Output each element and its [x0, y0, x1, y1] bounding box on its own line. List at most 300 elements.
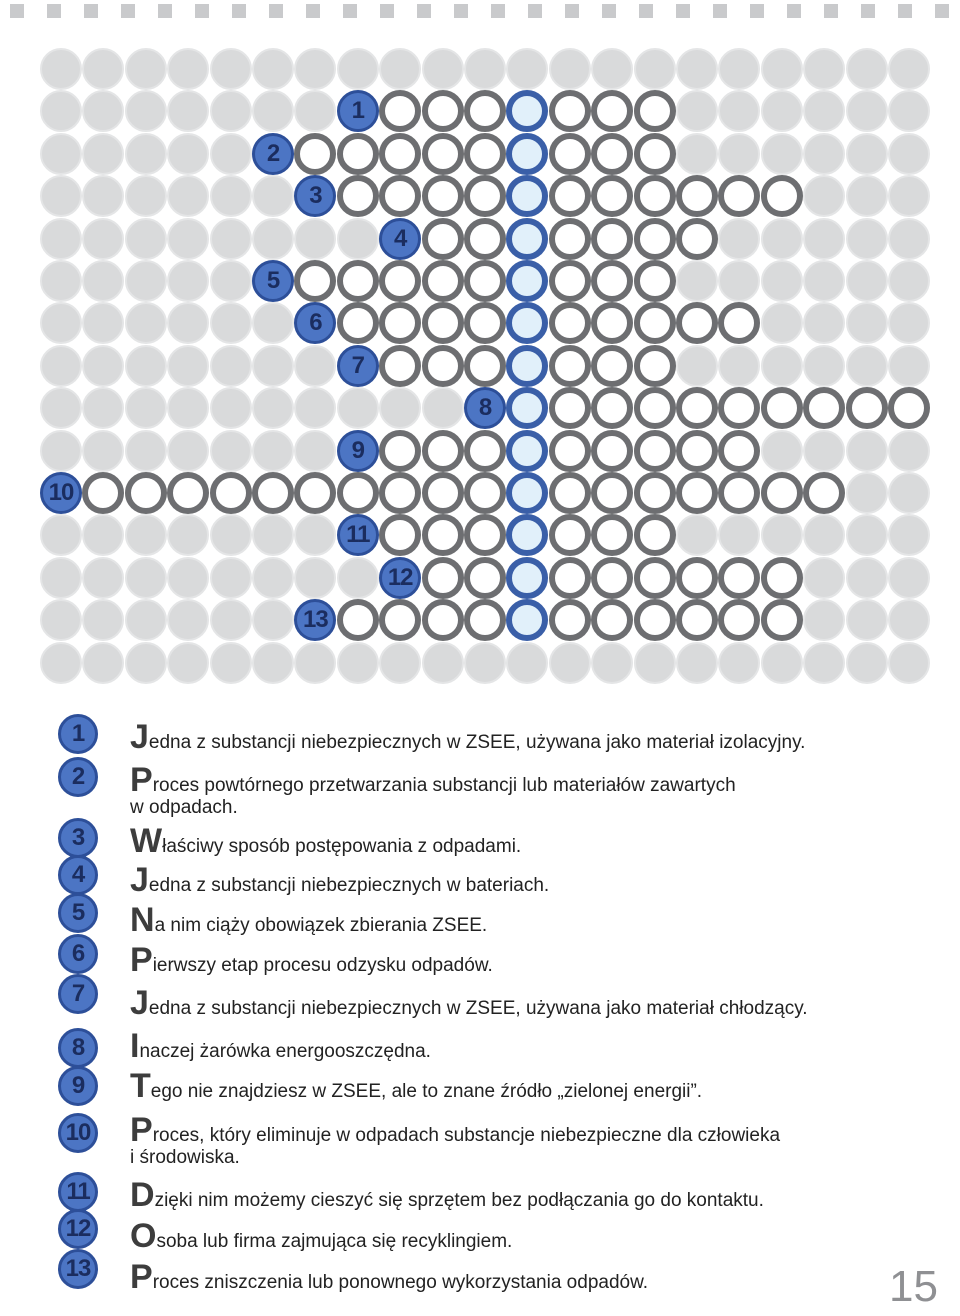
background-dot	[803, 48, 845, 90]
background-dot	[167, 260, 209, 302]
background-dot	[125, 133, 167, 175]
answer-cell[interactable]	[718, 175, 760, 217]
background-dot	[40, 599, 82, 641]
grid-number-badge: 1	[337, 90, 379, 132]
answer-cell[interactable]	[634, 387, 676, 429]
answer-cell[interactable]	[676, 302, 718, 344]
clue-number-9: 9	[58, 1066, 98, 1106]
background-dot	[718, 260, 760, 302]
answer-cell[interactable]	[761, 175, 803, 217]
background-dot	[846, 48, 888, 90]
answer-cell[interactable]	[634, 302, 676, 344]
background-dot	[40, 345, 82, 387]
background-dot	[676, 133, 718, 175]
answer-cell[interactable]	[379, 430, 421, 472]
background-dot	[40, 514, 82, 556]
background-dot	[761, 302, 803, 344]
answer-cell[interactable]	[591, 90, 633, 132]
background-dot	[846, 599, 888, 641]
background-dot	[846, 133, 888, 175]
background-dot	[125, 514, 167, 556]
background-dot	[422, 387, 464, 429]
background-dot	[888, 260, 930, 302]
background-dot	[125, 48, 167, 90]
answer-cell[interactable]	[379, 133, 421, 175]
answer-cell[interactable]	[888, 387, 930, 429]
answer-cell[interactable]	[379, 599, 421, 641]
background-dot	[167, 430, 209, 472]
background-dot	[549, 48, 591, 90]
answer-cell[interactable]	[591, 430, 633, 472]
background-dot	[82, 387, 124, 429]
answer-cell[interactable]	[294, 133, 336, 175]
background-dot	[210, 260, 252, 302]
background-dot	[761, 133, 803, 175]
background-dot	[888, 133, 930, 175]
background-dot	[337, 642, 379, 684]
background-dot	[591, 48, 633, 90]
grid-number-badge: 8	[464, 387, 506, 429]
background-dot	[167, 133, 209, 175]
answer-cell[interactable]	[761, 472, 803, 514]
background-dot	[676, 90, 718, 132]
background-dot	[761, 218, 803, 260]
answer-cell[interactable]	[761, 599, 803, 641]
background-dot	[676, 345, 718, 387]
answer-cell[interactable]	[337, 599, 379, 641]
answer-cell[interactable]	[591, 302, 633, 344]
answer-cell[interactable]	[549, 599, 591, 641]
background-dot	[125, 175, 167, 217]
grid-number-badge: 2	[252, 133, 294, 175]
background-dot	[125, 557, 167, 599]
answer-cell[interactable]	[634, 514, 676, 556]
answer-cell[interactable]	[634, 599, 676, 641]
background-dot	[803, 345, 845, 387]
background-dot	[40, 642, 82, 684]
background-dot	[210, 514, 252, 556]
background-dot	[337, 557, 379, 599]
answer-cell[interactable]	[464, 345, 506, 387]
background-dot	[888, 175, 930, 217]
clue-number-1: 1	[58, 714, 98, 754]
answer-cell[interactable]	[676, 175, 718, 217]
background-dot	[252, 218, 294, 260]
background-dot	[803, 642, 845, 684]
clue-text-6: Pierwszy etap procesu odzysku odpadów.	[130, 941, 493, 979]
background-dot	[761, 345, 803, 387]
background-dot	[718, 48, 760, 90]
answer-cell[interactable]	[549, 218, 591, 260]
answer-cell[interactable]	[591, 387, 633, 429]
answer-cell[interactable]	[422, 302, 464, 344]
background-dot	[210, 133, 252, 175]
background-dot	[167, 48, 209, 90]
answer-cell[interactable]	[379, 260, 421, 302]
background-dot	[379, 48, 421, 90]
answer-cell[interactable]	[337, 260, 379, 302]
background-dot	[718, 642, 760, 684]
background-dot	[210, 175, 252, 217]
answer-cell[interactable]	[549, 90, 591, 132]
answer-cell[interactable]	[591, 133, 633, 175]
answer-cell[interactable]	[379, 175, 421, 217]
background-dot	[40, 175, 82, 217]
answer-cell[interactable]	[422, 472, 464, 514]
background-dot	[82, 345, 124, 387]
answer-cell[interactable]	[718, 302, 760, 344]
answer-cell[interactable]	[82, 472, 124, 514]
answer-cell[interactable]	[422, 90, 464, 132]
background-dot	[40, 387, 82, 429]
answer-cell[interactable]	[549, 302, 591, 344]
key-letter-cell[interactable]	[506, 514, 548, 556]
background-dot	[803, 260, 845, 302]
background-dot	[718, 514, 760, 556]
answer-cell[interactable]	[634, 133, 676, 175]
answer-cell[interactable]	[591, 514, 633, 556]
background-dot	[252, 430, 294, 472]
answer-cell[interactable]	[634, 90, 676, 132]
clue-number-3: 3	[58, 818, 98, 858]
background-dot	[82, 302, 124, 344]
answer-cell[interactable]	[676, 218, 718, 260]
answer-cell[interactable]	[422, 430, 464, 472]
answer-cell[interactable]	[803, 387, 845, 429]
background-dot	[803, 175, 845, 217]
answer-cell[interactable]	[549, 133, 591, 175]
answer-cell[interactable]	[549, 260, 591, 302]
answer-cell[interactable]	[337, 175, 379, 217]
background-dot	[40, 48, 82, 90]
background-dot	[846, 642, 888, 684]
answer-cell[interactable]	[676, 387, 718, 429]
background-dot	[82, 514, 124, 556]
key-letter-cell[interactable]	[506, 557, 548, 599]
clue-text-12: Osoba lub firma zajmująca się recyklingiem.	[130, 1217, 513, 1255]
background-dot	[422, 642, 464, 684]
answer-cell[interactable]	[676, 472, 718, 514]
clue-number-12: 12	[58, 1209, 98, 1249]
background-dot	[125, 90, 167, 132]
background-dot	[846, 175, 888, 217]
background-dot	[294, 514, 336, 556]
background-dot	[167, 90, 209, 132]
clue-text-7: Jedna z substancji niebezpiecznych w ZSEE, używana jako materiał chłodzący.	[130, 984, 808, 1022]
answer-cell[interactable]	[252, 472, 294, 514]
key-letter-cell[interactable]	[506, 345, 548, 387]
background-dot	[803, 218, 845, 260]
background-dot	[125, 387, 167, 429]
answer-cell[interactable]	[634, 472, 676, 514]
answer-cell[interactable]	[422, 345, 464, 387]
answer-cell[interactable]	[591, 345, 633, 387]
key-letter-cell[interactable]	[506, 260, 548, 302]
clue-number-4: 4	[58, 855, 98, 895]
answer-cell[interactable]	[210, 472, 252, 514]
background-dot	[82, 599, 124, 641]
clue-number-11: 11	[58, 1172, 98, 1212]
grid-number-badge: 12	[379, 557, 421, 599]
background-dot	[294, 90, 336, 132]
background-dot	[210, 48, 252, 90]
background-dot	[676, 642, 718, 684]
background-dot	[82, 642, 124, 684]
answer-cell[interactable]	[718, 599, 760, 641]
answer-cell[interactable]	[549, 430, 591, 472]
background-dot	[676, 514, 718, 556]
background-dot	[506, 642, 548, 684]
background-dot	[82, 48, 124, 90]
background-dot	[167, 514, 209, 556]
background-dot	[337, 218, 379, 260]
grid-number-badge: 13	[294, 599, 336, 641]
grid-number-badge: 3	[294, 175, 336, 217]
answer-cell[interactable]	[549, 472, 591, 514]
background-dot	[591, 642, 633, 684]
background-dot	[40, 260, 82, 302]
background-dot	[803, 557, 845, 599]
answer-cell[interactable]	[379, 514, 421, 556]
background-dot	[210, 430, 252, 472]
answer-cell[interactable]	[337, 472, 379, 514]
clue-number-8: 8	[58, 1028, 98, 1068]
background-dot	[379, 642, 421, 684]
answer-cell[interactable]	[464, 90, 506, 132]
answer-cell[interactable]	[379, 345, 421, 387]
background-dot	[294, 218, 336, 260]
key-letter-cell[interactable]	[506, 218, 548, 260]
background-dot	[167, 599, 209, 641]
answer-cell[interactable]	[634, 557, 676, 599]
background-dot	[803, 514, 845, 556]
answer-cell[interactable]	[676, 557, 718, 599]
clue-text-10: Proces, który eliminuje w odpadach substancje niebezpieczne dla człowieka i środowiska.	[130, 1111, 781, 1168]
background-dot	[422, 48, 464, 90]
background-dot	[337, 48, 379, 90]
background-dot	[379, 387, 421, 429]
background-dot	[846, 260, 888, 302]
answer-cell[interactable]	[634, 260, 676, 302]
background-dot	[294, 345, 336, 387]
key-letter-cell[interactable]	[506, 430, 548, 472]
answer-cell[interactable]	[634, 218, 676, 260]
answer-cell[interactable]	[464, 514, 506, 556]
background-dot	[210, 387, 252, 429]
answer-cell[interactable]	[676, 430, 718, 472]
background-dot	[846, 514, 888, 556]
grid-number-badge: 7	[337, 345, 379, 387]
answer-cell[interactable]	[591, 218, 633, 260]
answer-cell[interactable]	[591, 175, 633, 217]
answer-cell[interactable]	[676, 599, 718, 641]
answer-cell[interactable]	[464, 557, 506, 599]
background-dot	[718, 133, 760, 175]
answer-cell[interactable]	[464, 175, 506, 217]
answer-cell[interactable]	[761, 557, 803, 599]
background-dot	[210, 345, 252, 387]
background-dot	[40, 90, 82, 132]
background-dot	[803, 302, 845, 344]
grid-number-badge: 5	[252, 260, 294, 302]
clue-number-2: 2	[58, 757, 98, 797]
answer-cell[interactable]	[379, 90, 421, 132]
answer-cell[interactable]	[464, 472, 506, 514]
grid-number-badge: 11	[337, 514, 379, 556]
answer-cell[interactable]	[464, 218, 506, 260]
background-dot	[846, 90, 888, 132]
background-dot	[337, 387, 379, 429]
background-dot	[803, 90, 845, 132]
clue-text-4: Jedna z substancji niebezpiecznych w bateriach.	[130, 861, 550, 899]
background-dot	[125, 260, 167, 302]
background-dot	[634, 642, 676, 684]
answer-cell[interactable]	[634, 430, 676, 472]
background-dot	[888, 514, 930, 556]
background-dot	[761, 260, 803, 302]
answer-cell[interactable]	[464, 599, 506, 641]
answer-cell[interactable]	[422, 514, 464, 556]
key-letter-cell[interactable]	[506, 387, 548, 429]
key-letter-cell[interactable]	[506, 90, 548, 132]
background-dot	[82, 133, 124, 175]
answer-cell[interactable]	[549, 345, 591, 387]
background-dot	[506, 48, 548, 90]
answer-cell[interactable]	[337, 133, 379, 175]
background-dot	[888, 48, 930, 90]
answer-cell[interactable]	[846, 387, 888, 429]
answer-cell[interactable]	[422, 599, 464, 641]
answer-cell[interactable]	[464, 133, 506, 175]
clue-text-9: Tego nie znajdziesz w ZSEE, ale to znane źródło „zielonej energii”.	[130, 1067, 703, 1105]
background-dot	[125, 430, 167, 472]
background-dot	[846, 430, 888, 472]
background-dot	[210, 90, 252, 132]
background-dot	[761, 642, 803, 684]
answer-cell[interactable]	[549, 514, 591, 556]
answer-cell[interactable]	[718, 430, 760, 472]
answer-cell[interactable]	[294, 472, 336, 514]
key-letter-cell[interactable]	[506, 302, 548, 344]
background-dot	[294, 387, 336, 429]
background-dot	[252, 302, 294, 344]
background-dot	[167, 345, 209, 387]
background-dot	[167, 302, 209, 344]
background-dot	[40, 557, 82, 599]
answer-cell[interactable]	[549, 387, 591, 429]
background-dot	[846, 218, 888, 260]
clue-number-6: 6	[58, 934, 98, 974]
answer-cell[interactable]	[379, 472, 421, 514]
grid-number-badge: 9	[337, 430, 379, 472]
background-dot	[888, 90, 930, 132]
background-dot	[167, 218, 209, 260]
background-dot	[40, 430, 82, 472]
background-dot	[167, 175, 209, 217]
answer-cell[interactable]	[634, 345, 676, 387]
background-dot	[252, 175, 294, 217]
clue-text-1: Jedna z substancji niebezpiecznych w ZSEE, używana jako materiał izolacyjny.	[130, 718, 806, 756]
background-dot	[888, 430, 930, 472]
background-dot	[294, 48, 336, 90]
answer-cell[interactable]	[167, 472, 209, 514]
background-dot	[252, 387, 294, 429]
answer-cell[interactable]	[718, 472, 760, 514]
background-dot	[210, 557, 252, 599]
background-dot	[294, 557, 336, 599]
background-dot	[888, 599, 930, 641]
background-dot	[40, 302, 82, 344]
answer-cell[interactable]	[337, 302, 379, 344]
answer-cell[interactable]	[125, 472, 167, 514]
clue-text-3: Właściwy sposób postępowania z odpadami.	[130, 822, 522, 860]
answer-cell[interactable]	[422, 260, 464, 302]
background-dot	[125, 302, 167, 344]
background-dot	[718, 345, 760, 387]
answer-cell[interactable]	[549, 175, 591, 217]
answer-cell[interactable]	[718, 557, 760, 599]
background-dot	[294, 430, 336, 472]
answer-cell[interactable]	[591, 472, 633, 514]
answer-cell[interactable]	[591, 599, 633, 641]
background-dot	[210, 642, 252, 684]
answer-cell[interactable]	[761, 387, 803, 429]
background-dot	[718, 90, 760, 132]
answer-cell[interactable]	[718, 387, 760, 429]
background-dot	[676, 260, 718, 302]
answer-cell[interactable]	[379, 302, 421, 344]
answer-cell[interactable]	[464, 260, 506, 302]
background-dot	[125, 642, 167, 684]
background-dot	[888, 345, 930, 387]
key-letter-cell[interactable]	[506, 133, 548, 175]
answer-cell[interactable]	[294, 260, 336, 302]
background-dot	[803, 133, 845, 175]
background-dot	[846, 557, 888, 599]
answer-cell[interactable]	[803, 472, 845, 514]
background-dot	[718, 218, 760, 260]
background-dot	[167, 642, 209, 684]
background-dot	[167, 557, 209, 599]
clue-number-13: 13	[58, 1249, 98, 1289]
background-dot	[40, 218, 82, 260]
background-dot	[82, 557, 124, 599]
answer-cell[interactable]	[591, 260, 633, 302]
background-dot	[40, 133, 82, 175]
key-letter-cell[interactable]	[506, 599, 548, 641]
answer-cell[interactable]	[591, 557, 633, 599]
answer-cell[interactable]	[422, 175, 464, 217]
clue-text-11: Dzięki nim możemy cieszyć się sprzętem bez podłączania go do kontaktu.	[130, 1176, 764, 1214]
background-dot	[761, 514, 803, 556]
answer-cell[interactable]	[422, 218, 464, 260]
answer-cell[interactable]	[464, 430, 506, 472]
answer-cell[interactable]	[634, 175, 676, 217]
answer-cell[interactable]	[422, 557, 464, 599]
background-dot	[82, 175, 124, 217]
key-letter-cell[interactable]	[506, 472, 548, 514]
background-dot	[549, 642, 591, 684]
answer-cell[interactable]	[422, 133, 464, 175]
answer-cell[interactable]	[464, 302, 506, 344]
clue-text-2: Proces powtórnego przetwarzania substancji lub materiałów zawartych w odpadach.	[130, 761, 736, 818]
grid-number-badge: 10	[40, 472, 82, 514]
answer-cell[interactable]	[549, 557, 591, 599]
key-letter-cell[interactable]	[506, 175, 548, 217]
background-dot	[761, 90, 803, 132]
background-dot	[82, 218, 124, 260]
background-dot	[82, 90, 124, 132]
